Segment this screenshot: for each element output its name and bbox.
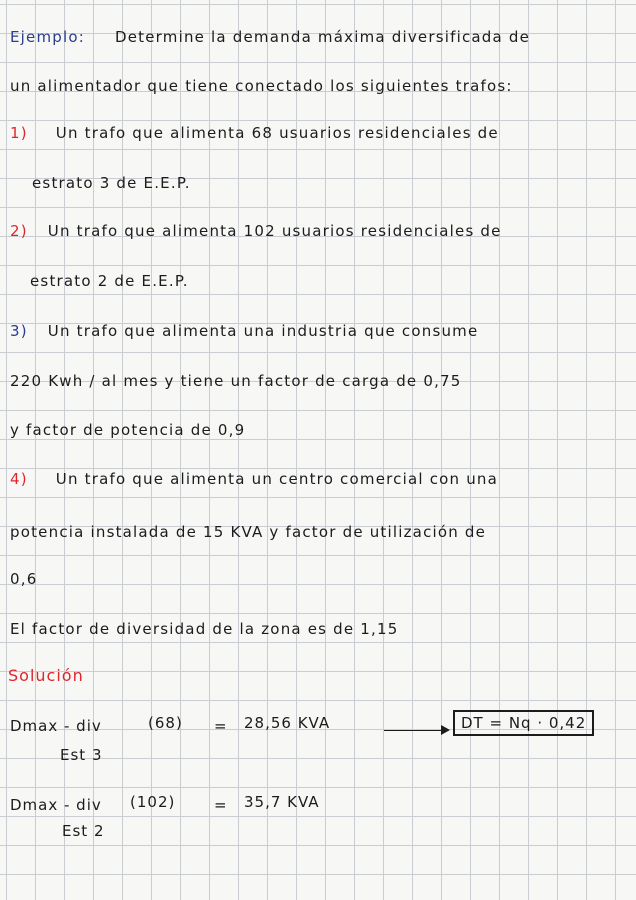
intro-text-2: un alimentador que tiene conectado los siguientes trafos: [10,77,513,95]
item-1-line-1 [10,124,628,142]
eq1-subscript: Est 3 [60,746,103,764]
intro-line-1 [10,28,628,46]
arrow-right-icon [384,730,448,731]
diversity-text: El factor de diversidad de la zona es de 1,15 [10,620,399,638]
example-label: Ejemplo: [10,28,86,46]
eq2-argument: (102) [130,793,176,811]
eq2-equals: = [214,796,228,814]
item-1-number: 1) [10,124,28,142]
intro-line-2 [10,77,628,95]
item-3-text-2: 220 Kwh / al mes y tiene un factor de carga de 0,75 [10,372,462,390]
diversity-line [10,620,628,638]
item-4-text-2: potencia instalada de 15 KVA y factor de utilización de [10,523,487,541]
item-4-number: 4) [10,470,28,488]
eq2-subscript: Est 2 [62,822,105,840]
item-3-line-3 [10,421,628,439]
item-2-line-2 [30,272,628,290]
item-2-text-1: Un trafo que alimenta 102 usuarios residenciales de [47,222,502,240]
eq2-value: 35,7 KVA [244,793,320,811]
eq1-equals: = [214,717,228,735]
item-3-line-1 [10,322,628,340]
eq1-value: 28,56 KVA [244,714,331,732]
eq1-lhs: Dmax - div [10,717,102,735]
item-2-line-1 [10,222,628,240]
item-4-line-2 [10,523,628,541]
item-1-text-1: Un trafo que alimenta 68 usuarios residenciales de [55,124,499,142]
item-4-line-3 [10,570,628,588]
solution-label: Solución [8,666,84,685]
item-2-text-2: estrato 2 de E.E.P. [30,272,189,290]
item-2-number: 2) [10,222,28,240]
item-4-line-1 [10,470,628,488]
item-3-text-1: Un trafo que alimenta una industria que consume [47,322,479,340]
intro-text-1: Determine la demanda máxima diversificada de [114,28,531,46]
item-3-number: 3) [10,322,28,340]
eq1-argument: (68) [148,714,183,732]
eq2-lhs: Dmax - div [10,796,102,814]
item-3-text-3: y factor de potencia de 0,9 [10,421,246,439]
item-4-text-3: 0,6 [10,570,38,588]
item-4-text-1: Un trafo que alimenta un centro comercial con una [55,470,499,488]
boxed-formula: DT = Nq · 0,42 [453,710,594,736]
item-1-line-2 [32,174,628,192]
item-3-line-2 [10,372,628,390]
item-1-text-2: estrato 3 de E.E.P. [32,174,191,192]
